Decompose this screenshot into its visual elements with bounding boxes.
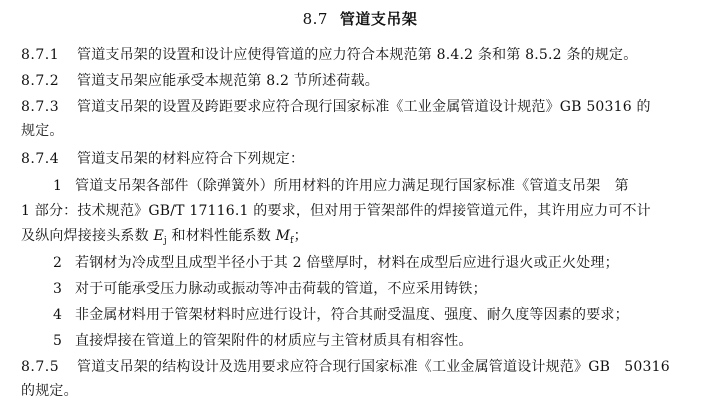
item-number: 2 [53, 255, 63, 271]
section-heading [0, 9, 720, 29]
clause-8-7-5-continued [21, 381, 699, 401]
clause-number: 8.7.2 [21, 73, 60, 89]
clause-text: 规定。 [21, 123, 64, 139]
clause-text: 管道支吊架的设置及跨距要求应符合现行国家标准《工业金属管道设计规范》GB 50316 的 [77, 99, 651, 115]
clause-number: 8.7.4 [21, 151, 60, 167]
list-item-5 [21, 331, 699, 351]
clause-text: 的规定。 [21, 383, 78, 399]
list-item-1 [21, 176, 699, 196]
section-title: 管道支吊架 [339, 10, 418, 28]
item-text: 1 部分：技术规范》GB/T 17116.1 的要求，但对用于管架部件的焊接管道元件，其许用应力可不计 [21, 203, 651, 219]
item-text: 非金属材料用于管架材料时应进行设计，符合其耐受温度、强度、耐久度等因素的要求； [75, 307, 629, 323]
item-number: 4 [53, 307, 63, 323]
symbol-e: E [153, 228, 164, 244]
item-text: 若钢材为冷成型且成型半径小于其 2 倍壁厚时，材料在成型后应进行退火或正火处理； [75, 255, 619, 271]
clause-8-7-3-continued [21, 121, 699, 141]
subscript-f: f [290, 236, 294, 246]
item-number: 3 [53, 281, 63, 297]
clause-8-7-2 [21, 71, 699, 91]
symbol-m: M [275, 228, 291, 244]
clause-8-7-5 [21, 357, 699, 377]
list-item-4 [21, 305, 699, 325]
list-item-1-line-3 [21, 226, 699, 251]
clause-number: 8.7.5 [21, 359, 60, 375]
item-number: 5 [53, 333, 63, 349]
subscript-j: j [163, 236, 167, 246]
item-text: ； [293, 228, 308, 244]
item-text: 管道支吊架各部件（除弹簧外）所用材料的许用应力满足现行国家标准《管道支吊架 第 [75, 178, 629, 194]
item-text: 对于可能承受压力脉动或振动等冲击荷载的管道，不应采用铸铁； [75, 281, 487, 297]
clause-text: 管道支吊架的设置和设计应使得管道的应力符合本规范第 8.4.2 条和第 8.5.2 条的规定。 [77, 47, 638, 63]
section-number: 8.7 [302, 10, 328, 28]
clause-8-7-1 [21, 45, 699, 65]
clause-text: 管道支吊架的材料应符合下列规定： [77, 151, 305, 167]
list-item-2 [21, 253, 699, 273]
item-text: 及纵向焊接接头系数 [21, 228, 154, 244]
clause-number: 8.7.3 [21, 99, 60, 115]
clause-number: 8.7.1 [21, 47, 60, 63]
clause-8-7-3 [21, 97, 699, 117]
item-number: 1 [53, 178, 63, 194]
item-text: 和材料性能系数 [166, 228, 276, 244]
clause-text: 管道支吊架的结构设计及选用要求应符合现行国家标准《工业金属管道设计规范》GB 50316 [77, 359, 670, 375]
item-text: 直接焊接在管道上的管架附件的材质应与主管材质具有相容性。 [75, 333, 473, 349]
list-item-1-line-2 [21, 201, 699, 221]
clause-text: 管道支吊架应能承受本规范第 8.2 节所述荷载。 [77, 73, 379, 89]
clause-8-7-4 [21, 149, 699, 169]
list-item-3 [21, 279, 699, 299]
